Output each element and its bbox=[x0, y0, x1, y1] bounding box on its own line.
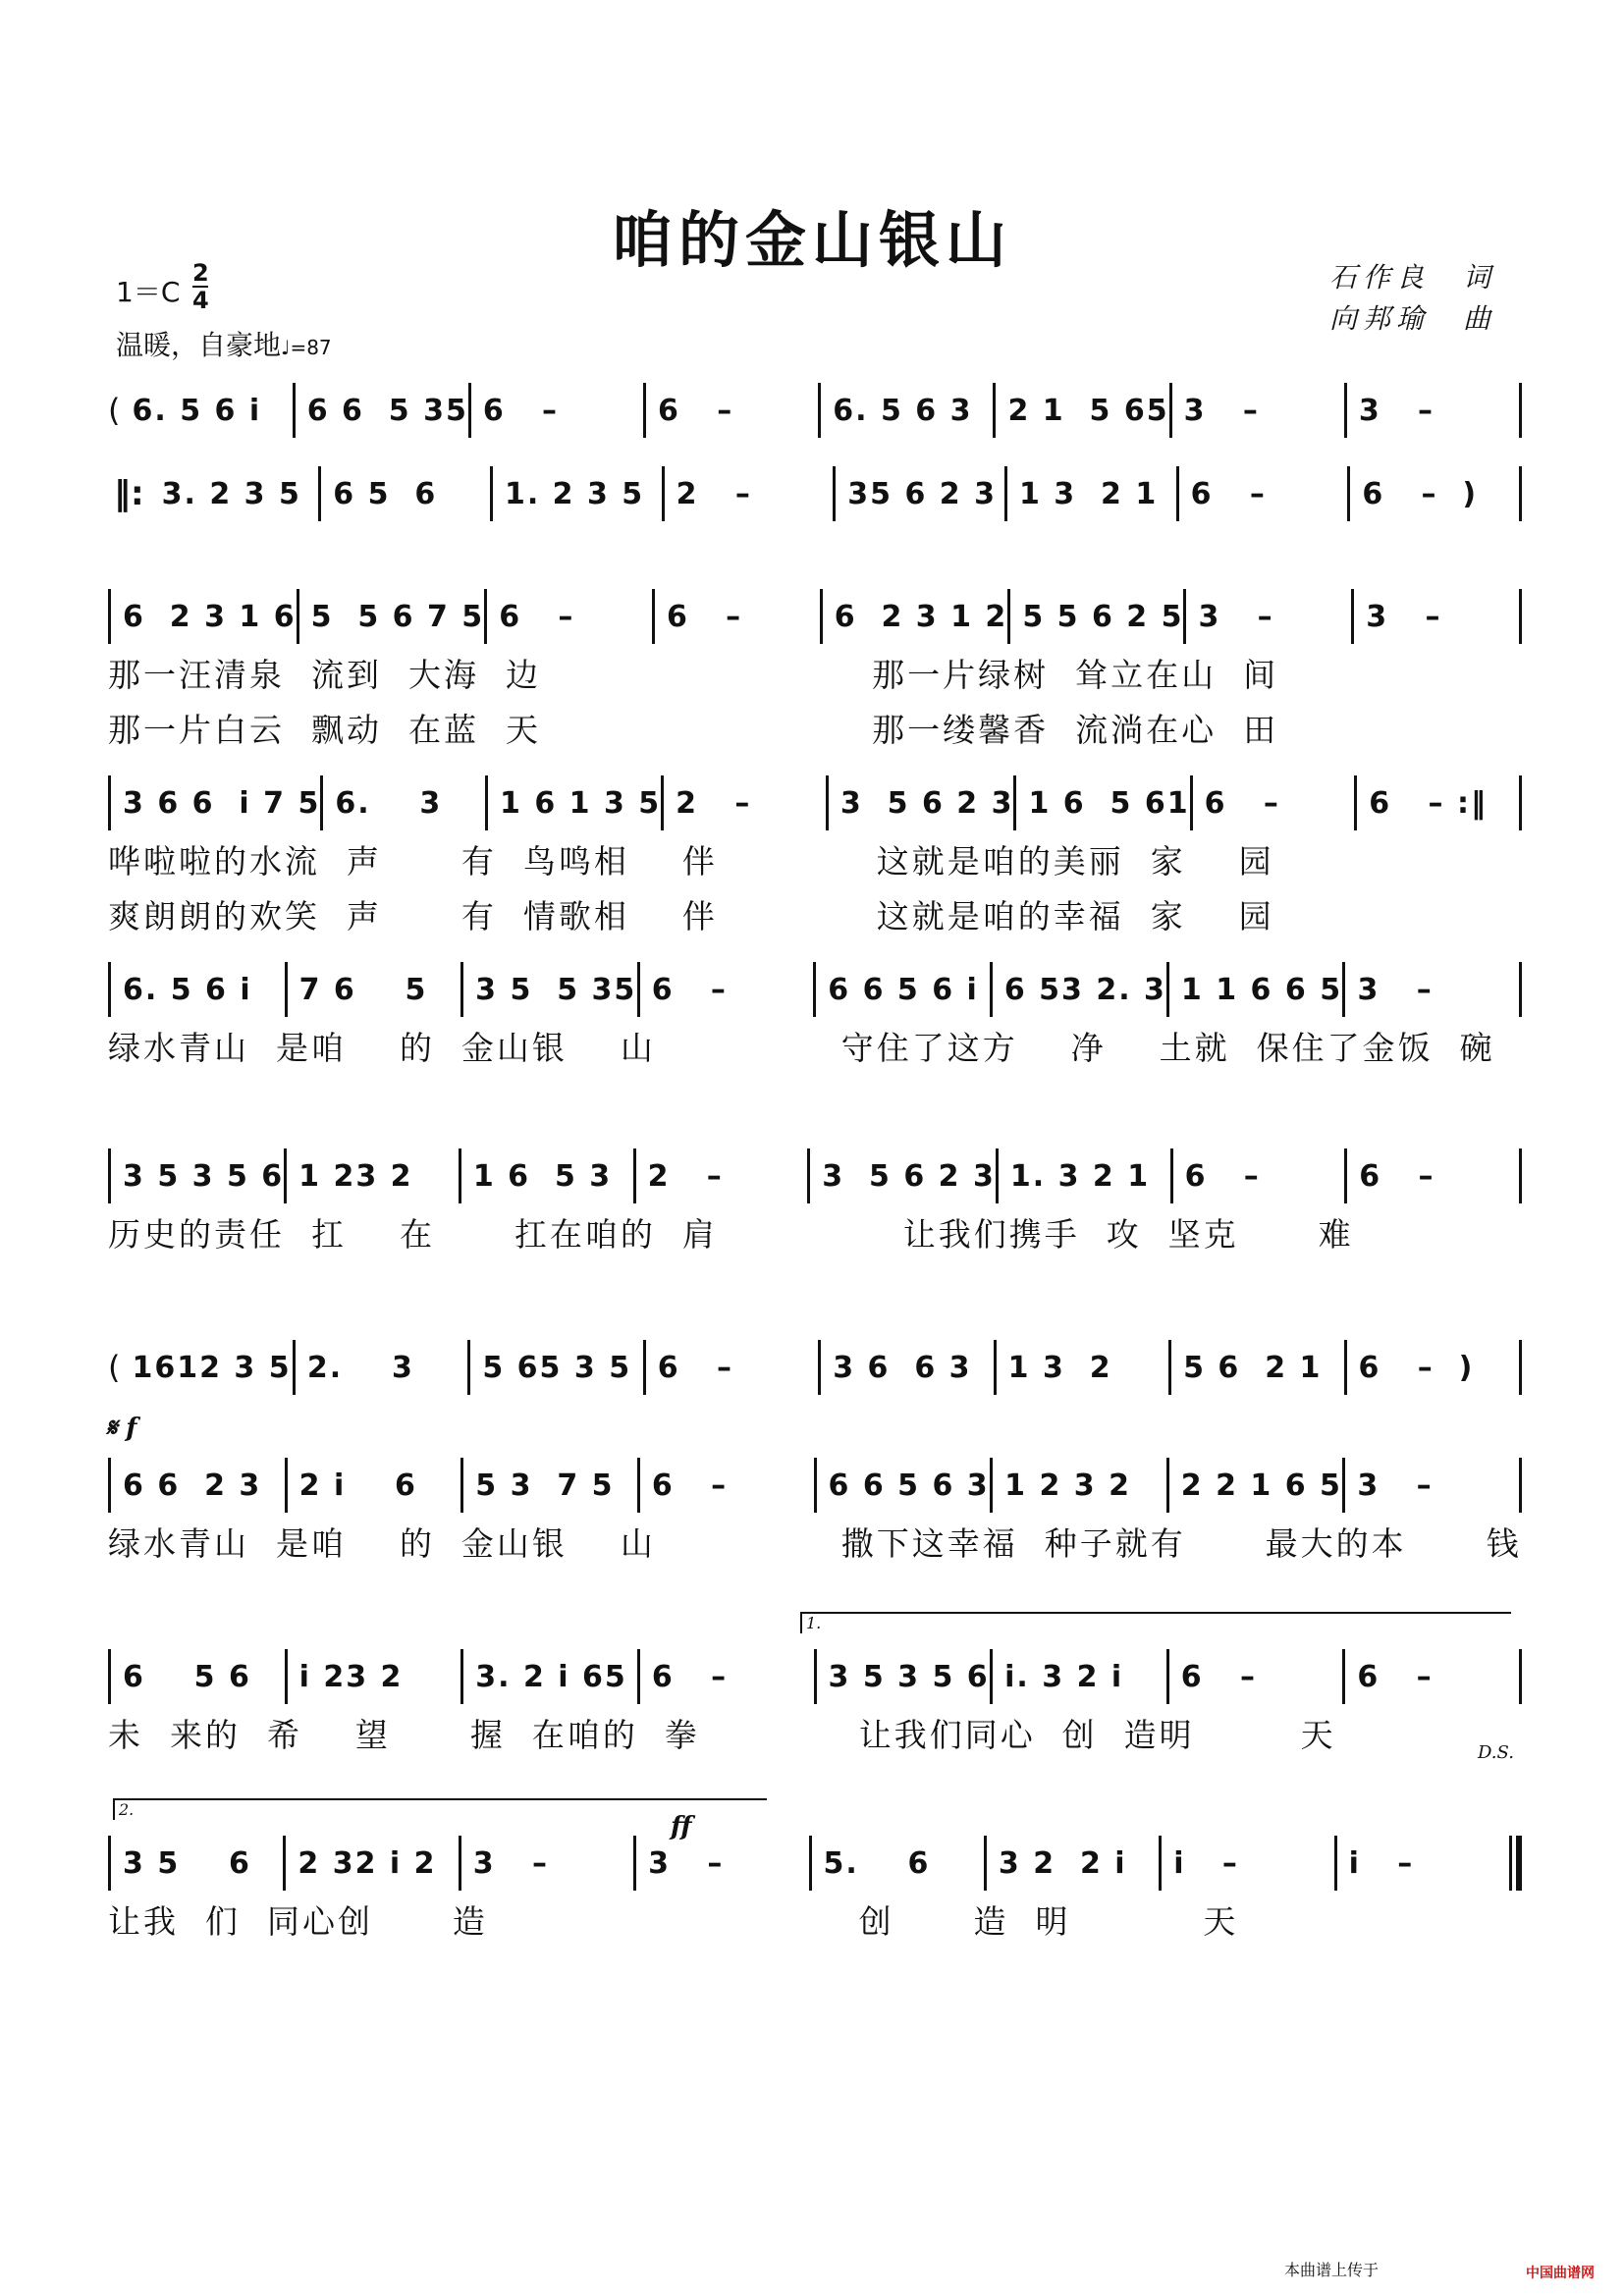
measure: 35 6 2 3 bbox=[847, 476, 997, 511]
measure: 1 3 2 1 bbox=[1018, 476, 1159, 511]
barline bbox=[1519, 1148, 1522, 1203]
ds-mark: D.S. bbox=[1478, 1742, 1514, 1763]
measure: i – bbox=[1348, 1845, 1415, 1881]
notation-row bbox=[108, 1458, 1522, 1513]
measure: 6 6 5 6 i bbox=[828, 972, 979, 1007]
measure: 6 – bbox=[1190, 476, 1267, 511]
measure: 6 – bbox=[651, 972, 728, 1007]
measure: 6 – bbox=[499, 599, 575, 634]
barline bbox=[1519, 466, 1522, 521]
barline bbox=[1519, 589, 1522, 644]
measure: 6 2 3 1 2 bbox=[834, 599, 1008, 634]
measure: 2 – bbox=[676, 476, 752, 511]
footer-upload: 本曲谱上传于 bbox=[1283, 2261, 1379, 2279]
measure: 3 5 5 35 bbox=[475, 972, 637, 1007]
measure: 6 – bbox=[1204, 785, 1280, 821]
lyric-line: 让我 们 同心创 造 创 造 明 天 bbox=[108, 1902, 1239, 1941]
footer-text bbox=[1284, 2258, 1379, 2280]
site-logo: 中国曲谱网 bbox=[1526, 2266, 1595, 2281]
measure: 6 6 5 6 3 bbox=[828, 1468, 990, 1503]
lyric-line: 那一汪清泉 流到 大海 边 那一片绿树 耸立在山 间 bbox=[108, 656, 1279, 694]
measure: 3 – bbox=[1358, 393, 1435, 428]
measure: 1 6 5 61 bbox=[1028, 785, 1190, 821]
lyric-line: 未 来的 希 望 握 在咱的 拳 让我们同心 创 造明 天 bbox=[108, 1716, 1336, 1754]
measure: 2 i 6 bbox=[298, 1468, 417, 1503]
measure: 3 – bbox=[1183, 393, 1260, 428]
volta-2: 2. bbox=[113, 1798, 767, 1820]
measure: 3 5 6 bbox=[123, 1845, 251, 1881]
measure: 2 – bbox=[676, 785, 752, 821]
measure: 6 – ) bbox=[1362, 476, 1479, 511]
measure: 6 6 5 35 bbox=[306, 393, 468, 428]
measure: 3 5 3 5 6 bbox=[123, 1158, 285, 1194]
measure: 3 6 6 3 bbox=[833, 1350, 972, 1385]
measure: 6 – :‖ bbox=[1369, 785, 1488, 821]
notation-row bbox=[108, 775, 1522, 830]
notation-row bbox=[108, 1148, 1522, 1203]
measure: 1. 2 3 5 bbox=[504, 476, 645, 511]
measure: 3. 2 3 5 bbox=[161, 476, 301, 511]
measure: 5 5 6 7 5 bbox=[310, 599, 485, 634]
measure: 2. 3 bbox=[306, 1350, 414, 1385]
measure: 5 65 3 5 bbox=[482, 1350, 632, 1385]
measure: 5. 6 bbox=[823, 1845, 931, 1881]
notation-row bbox=[108, 466, 1522, 521]
measure: 3 – bbox=[1198, 599, 1274, 634]
segno-dynamic: 𝄋 f bbox=[106, 1414, 137, 1443]
system-lead-mark: ( bbox=[108, 1349, 121, 1386]
volta-1: 1. bbox=[800, 1612, 1511, 1633]
measure: 1612 3 5 bbox=[132, 1350, 292, 1385]
measure: 3. 2 i 65 bbox=[475, 1659, 627, 1694]
ff-mark: ff bbox=[671, 1812, 692, 1842]
measure: 6 – ) bbox=[1358, 1350, 1475, 1385]
measure: 3 5 6 2 3 bbox=[822, 1158, 996, 1194]
tempo-text: 温暖，自豪地 bbox=[116, 329, 282, 361]
notation-row bbox=[108, 1649, 1522, 1704]
measure: 6. 5 6 3 bbox=[833, 393, 973, 428]
measure: 2 2 1 6 5 bbox=[1180, 1468, 1342, 1503]
notation-row bbox=[108, 383, 1522, 438]
tempo-marking bbox=[116, 324, 332, 363]
measure: 1 1 6 6 5 bbox=[1180, 972, 1343, 1007]
lyric-line: 绿水青山 是咱 的 金山银 山 守住了这方 净 土就 保住了金饭 碗 bbox=[108, 1029, 1495, 1067]
measure: 6 – bbox=[657, 1350, 734, 1385]
measure: 3 – bbox=[1357, 1468, 1434, 1503]
measure: 5 3 7 5 bbox=[475, 1468, 615, 1503]
measure: 6 – bbox=[651, 1659, 729, 1694]
measure: 3 – bbox=[648, 1845, 725, 1881]
notation-row bbox=[108, 1836, 1522, 1891]
measure: 2 32 i 2 bbox=[298, 1845, 437, 1881]
measure: 2 1 5 65 bbox=[1007, 393, 1169, 428]
measure: 6 – bbox=[1357, 1659, 1434, 1694]
measure: 6 – bbox=[1184, 1158, 1261, 1194]
measure: 6 – bbox=[658, 393, 734, 428]
barline bbox=[1519, 962, 1522, 1017]
measure: 6. 3 bbox=[335, 785, 443, 821]
measure: 5 6 2 1 bbox=[1183, 1350, 1323, 1385]
meter-top: 2 bbox=[192, 259, 209, 287]
measure: i 23 2 bbox=[298, 1659, 404, 1694]
lyric-line: 爽朗朗的欢笑 声 有 情歌相 伴 这就是咱的幸福 家 园 bbox=[108, 897, 1274, 935]
measure: 6 6 2 3 bbox=[123, 1468, 262, 1503]
notation-row bbox=[108, 589, 1522, 644]
measure: i – bbox=[1173, 1845, 1239, 1881]
measure: 3 5 3 5 6 bbox=[828, 1659, 990, 1694]
tempo-bpm: ♩=87 bbox=[281, 336, 332, 359]
system-lead-mark: ‖: bbox=[114, 474, 144, 513]
measure: 7 6 5 bbox=[298, 972, 428, 1007]
measure: 3 – bbox=[1366, 599, 1442, 634]
measure: 6 – bbox=[1359, 1158, 1435, 1194]
measure: 1 6 5 3 bbox=[472, 1158, 613, 1194]
measure: 3 5 6 2 3 bbox=[839, 785, 1014, 821]
barline bbox=[1519, 775, 1522, 830]
meter-bottom: 4 bbox=[192, 287, 209, 314]
lyric-line: 绿水青山 是咱 的 金山银 山 撒下这幸福 种子就有 最大的本 钱 bbox=[108, 1524, 1522, 1563]
measure: 1 3 2 bbox=[1007, 1350, 1112, 1385]
measure: 3 2 2 i bbox=[998, 1845, 1127, 1881]
key-signature: 1＝C bbox=[116, 276, 181, 308]
measure: 6 5 6 bbox=[123, 1659, 251, 1694]
measure: 1. 3 2 1 bbox=[1009, 1158, 1151, 1194]
barline bbox=[1519, 1340, 1522, 1395]
measure: 6 – bbox=[651, 1468, 729, 1503]
lyric-line: 那一片白云 飘动 在蓝 天 那一缕馨香 流淌在心 田 bbox=[108, 711, 1279, 749]
lyric-line: 历史的责任 扛 在 扛在咱的 肩 让我们携手 攻 坚克 难 bbox=[108, 1215, 1354, 1254]
composer: 向邦瑜 曲 bbox=[1328, 302, 1496, 335]
page-title: 咱的金山银山 bbox=[611, 204, 1012, 276]
time-signature bbox=[192, 260, 209, 313]
measure: 6. 5 6 i bbox=[132, 393, 262, 428]
measure: 6 2 3 1 6 bbox=[123, 599, 297, 634]
measure: 2 – bbox=[647, 1158, 724, 1194]
barline bbox=[1509, 1836, 1512, 1891]
credits bbox=[1329, 257, 1496, 340]
measure: 6 – bbox=[1180, 1659, 1257, 1694]
lyric-line: 哗啦啦的水流 声 有 鸟鸣相 伴 这就是咱的美丽 家 园 bbox=[108, 842, 1274, 881]
measure: 3 – bbox=[1357, 972, 1434, 1007]
barline bbox=[1519, 1649, 1522, 1704]
notation-row bbox=[108, 1340, 1522, 1395]
measure: 5 5 6 2 5 bbox=[1022, 599, 1184, 634]
notation-row bbox=[108, 962, 1522, 1017]
measure: 6 – bbox=[666, 599, 743, 634]
measure: 1 2 3 2 bbox=[1004, 1468, 1131, 1503]
measure: 6. 5 6 i bbox=[123, 972, 252, 1007]
measure: 1 6 1 3 5 bbox=[500, 785, 662, 821]
measure: 3 – bbox=[472, 1845, 549, 1881]
measure: 1 23 2 bbox=[298, 1158, 413, 1194]
system-lead-mark: ( bbox=[108, 392, 121, 429]
barline bbox=[1519, 383, 1522, 438]
measure: 3 6 6 i 7 5 bbox=[123, 785, 321, 821]
lyricist: 石作良 词 bbox=[1328, 261, 1496, 294]
measure: i. 3 2 i bbox=[1004, 1659, 1124, 1694]
measure: 6 – bbox=[482, 393, 560, 428]
measure: 6 53 2. 3 bbox=[1003, 972, 1166, 1007]
measure: 6 5 6 bbox=[333, 476, 438, 511]
barline bbox=[1519, 1458, 1522, 1513]
final-barline bbox=[1516, 1836, 1522, 1891]
